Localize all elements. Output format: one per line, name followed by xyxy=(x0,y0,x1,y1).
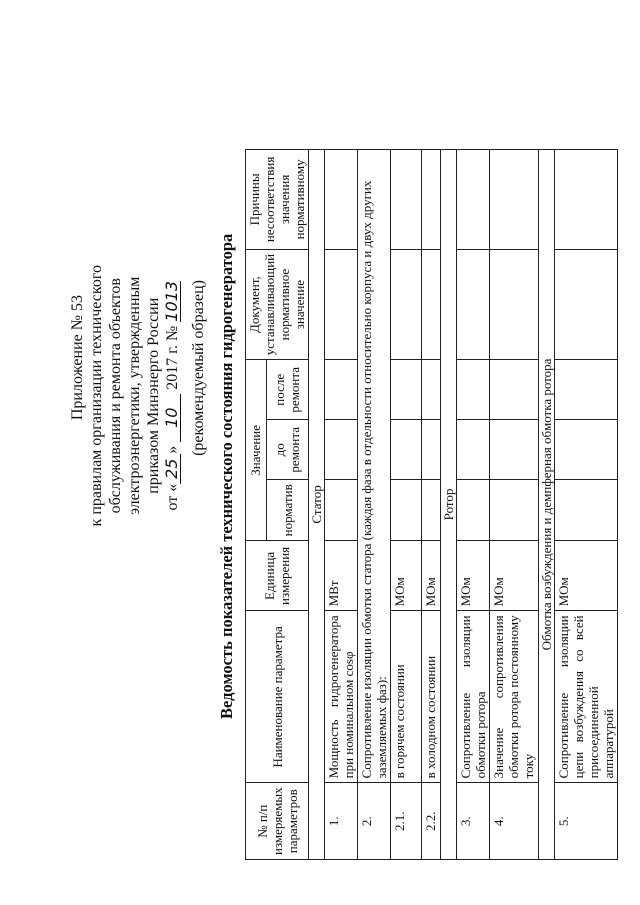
cell-before xyxy=(422,420,441,480)
cell-reasons xyxy=(457,149,490,249)
appendix-line-4: приказом Минэнерго России xyxy=(145,297,162,494)
cell-reasons xyxy=(422,149,441,249)
row-num: 5. xyxy=(555,783,618,860)
row-name: Мощность гидрогенератора при номинальном cosφ xyxy=(325,611,358,783)
header-document: Документ, устанавливающий нормативное значение xyxy=(246,249,309,359)
date-day: 25 xyxy=(164,454,181,484)
cell-document xyxy=(391,249,422,359)
cell-before xyxy=(490,420,539,480)
cell-before xyxy=(325,420,358,480)
cell-document xyxy=(555,249,618,359)
table-header-row xyxy=(246,149,267,859)
cell-norm xyxy=(325,480,358,541)
technical-state-table xyxy=(245,149,618,860)
row-num: 1. xyxy=(325,783,358,860)
appendix-date-line xyxy=(163,265,182,526)
header-before: до ремонта xyxy=(266,420,308,480)
cell-before xyxy=(555,420,618,480)
appendix-line-2: обслуживания и ремонта объектов xyxy=(107,278,124,514)
section-row-stator xyxy=(309,149,325,859)
header-name: Наименование параметра xyxy=(246,611,309,783)
cell-document xyxy=(490,249,539,359)
row-name: в горячем состоянии xyxy=(391,611,422,783)
row-name: Сопротивление изоляции обмотки статора (каждая фаза в отдельности относительно корпуса и двух других заземляемых фаз): xyxy=(358,149,391,783)
section-excitation: Обмотка возбуждения и демпферная обмотка ротора xyxy=(539,149,555,859)
cell-after xyxy=(555,360,618,420)
header-value: Значение xyxy=(246,360,267,541)
header-reasons: Причины несоответствия значения нормативному xyxy=(246,149,309,249)
cell-norm xyxy=(422,480,441,541)
date-mid: » xyxy=(164,441,181,454)
row-num: 4. xyxy=(490,783,539,860)
date-prefix: от « xyxy=(164,483,181,511)
row-name: Сопротивление изоляции обмотки ротора xyxy=(457,611,490,783)
cell-norm xyxy=(457,480,490,541)
cell-before xyxy=(391,420,422,480)
row-name: Сопротивление изоляции цепи возбуждения со всей присоединенной аппаратурой xyxy=(555,611,618,783)
appendix-line-1: к правилам организации технического xyxy=(88,265,105,527)
row-unit: МВт xyxy=(325,541,358,611)
cell-document xyxy=(457,249,490,359)
table-row xyxy=(457,149,490,859)
cell-norm xyxy=(391,480,422,541)
table-row xyxy=(325,149,358,859)
cell-reasons xyxy=(325,149,358,249)
document-title: Ведомость показателей технического состояния гидрогенератора xyxy=(217,233,236,719)
row-num: 2.2. xyxy=(422,783,441,860)
cell-after xyxy=(325,360,358,420)
table-row xyxy=(490,149,539,859)
table-row xyxy=(555,149,618,859)
row-unit: МОм xyxy=(490,541,539,611)
section-rotor: Ротор xyxy=(441,149,457,859)
table-row xyxy=(391,149,422,859)
row-num: 2. xyxy=(358,783,391,860)
cell-after xyxy=(457,360,490,420)
header-num: № п/п измеряемых параметров xyxy=(246,783,309,860)
row-unit: МОм xyxy=(457,541,490,611)
table-row xyxy=(422,149,441,859)
section-stator: Статор xyxy=(309,149,325,859)
cell-after xyxy=(490,360,539,420)
cell-document xyxy=(422,249,441,359)
row-unit: МОм xyxy=(391,541,422,611)
cell-after xyxy=(422,360,441,420)
date-suffix: 2017 г. № xyxy=(164,321,181,394)
cell-norm xyxy=(490,480,539,541)
header-norm: норматив xyxy=(266,480,308,541)
cell-document xyxy=(325,249,358,359)
appendix-line-3: электроэнергетики, утвержденным xyxy=(126,276,143,515)
appendix-header xyxy=(68,265,182,526)
appendix-title: Приложение № 53 xyxy=(69,295,86,421)
subtitle: (рекомендуемый образец) xyxy=(190,280,207,456)
table-row xyxy=(358,149,391,859)
order-number: 1013 xyxy=(162,280,181,322)
row-unit: МОм xyxy=(555,541,618,611)
header-after: после ремонта xyxy=(266,360,308,420)
header-unit: Единица измерения xyxy=(246,541,309,611)
row-num: 3. xyxy=(457,783,490,860)
cell-norm xyxy=(555,480,618,541)
cell-after xyxy=(391,360,422,420)
section-row-excitation xyxy=(539,149,555,859)
cell-before xyxy=(457,420,490,480)
row-name: в холодном состоянии xyxy=(422,611,441,783)
row-unit: МОм xyxy=(422,541,441,611)
row-num: 2.1. xyxy=(391,783,422,860)
cell-reasons xyxy=(555,149,618,249)
date-month: 10 xyxy=(164,394,181,442)
section-row-rotor xyxy=(441,149,457,859)
cell-reasons xyxy=(391,149,422,249)
cell-reasons xyxy=(490,149,539,249)
row-name: Значение сопротивления обмотки ротора постоянному току xyxy=(490,611,539,783)
